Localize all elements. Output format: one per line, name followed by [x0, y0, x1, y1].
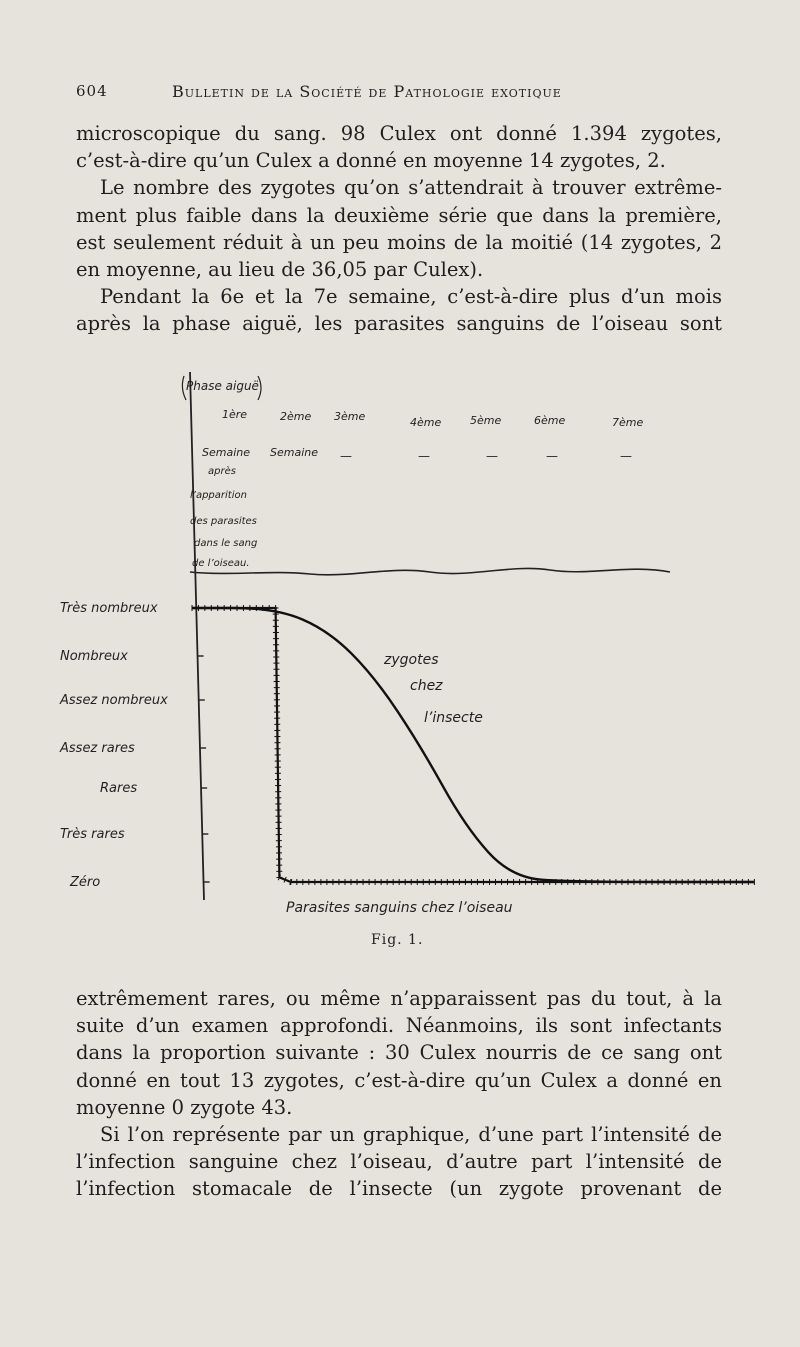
phase-label: Phase aiguë — [186, 379, 259, 393]
text-block-top — [76, 120, 722, 338]
text-line: dans la proportion suivante : 30 Culex nourris de ce sang ont — [76, 1041, 722, 1065]
dash-mark: — — [486, 449, 498, 463]
dash-mark: — — [546, 449, 558, 463]
text-line: microscopique du sang. 98 Culex ont donné 1.394 zygotes, — [76, 122, 722, 145]
dash-mark: — — [620, 449, 632, 463]
figure — [0, 360, 800, 960]
dash-mark: — — [418, 449, 430, 463]
note-line: l’apparition — [190, 490, 247, 501]
y-level-label: Très nombreux — [60, 601, 158, 616]
figure-caption: Fig. 1. — [371, 932, 424, 948]
text-line: suite d’un examen approfondi. Néanmoins, ils sont infectants — [76, 1014, 722, 1038]
zygote-label-1: zygotes — [384, 652, 439, 668]
text-line: en moyenne, au lieu de 36,05 par Culex). — [76, 257, 484, 281]
y-level-label: Assez nombreux — [60, 693, 168, 708]
y-level-label: Assez rares — [60, 741, 135, 756]
zygote-label-3: l’insecte — [424, 710, 483, 726]
zygote-label-2: chez — [410, 678, 443, 694]
running-title: Bulletin de la Société de Pathologie exotique — [172, 82, 562, 101]
y-level-labels — [59, 601, 168, 890]
y-level-label: Très rares — [60, 827, 125, 842]
text-line: est seulement réduit à un peu moins de la moitié (14 zygotes, 2 — [76, 230, 722, 254]
text-block-bottom — [76, 985, 722, 1203]
dash-mark: — — [340, 449, 352, 463]
text-line: Pendant la 6e et la 7e semaine, c’est-à-dire plus d’un mois — [100, 285, 722, 309]
week-label: 4ème — [410, 416, 442, 429]
running-head — [76, 82, 716, 110]
parasite-label: Parasites sanguins chez l’oiseau — [286, 900, 513, 916]
week-label: 5ème — [470, 414, 502, 427]
week-label: 7ème — [612, 416, 644, 429]
week-label: 3ème — [334, 410, 366, 423]
text-line: c’est-à-dire qu’un Culex a donné en moyenne 14 zygotes, 2. — [76, 149, 666, 173]
week-sub-1: Semaine — [202, 446, 251, 459]
text-line: Le nombre des zygotes qu’on s’attendrait à trouver extrême- — [100, 176, 722, 200]
week-label: 2ème — [280, 410, 312, 423]
text-line: l’infection sanguine chez l’oiseau, d’autre part l’intensité de — [76, 1150, 722, 1174]
y-level-label: Zéro — [70, 875, 101, 890]
note-line: de l’oiseau. — [192, 558, 250, 569]
week-labels — [222, 408, 643, 429]
text-line: après la phase aiguë, les parasites sanguins de l’oiseau sont — [76, 312, 722, 336]
wavy-baseline — [190, 568, 670, 574]
hand-drawn-chart — [0, 360, 800, 960]
note-lines — [190, 465, 257, 569]
note-line: après — [208, 466, 236, 477]
text-line: l’infection stomacale de l’insecte (un zygote provenant de — [76, 1177, 722, 1201]
text-line: donné en tout 13 zygotes, c’est-à-dire qu’un Culex a donné en — [76, 1068, 722, 1092]
page-number: 604 — [76, 82, 108, 100]
week-label: 6ème — [534, 414, 566, 427]
text-line: moyenne 0 zygote 43. — [76, 1095, 293, 1119]
text-line: Si l’on représente par un graphique, d’une part l’intensité de — [100, 1122, 722, 1146]
note-line: des parasites — [190, 516, 257, 527]
y-level-label: Nombreux — [60, 649, 128, 664]
dash-marks — [340, 449, 632, 463]
note-line: dans le sang — [194, 538, 258, 549]
text-line: ment plus faible dans la deuxième série que dans la première, — [76, 203, 722, 227]
text-line: extrêmement rares, ou même n’apparaissent pas du tout, à la — [76, 987, 722, 1010]
y-level-label: Rares — [100, 781, 138, 796]
week-sub-2: Semaine — [270, 446, 319, 459]
week-label: 1ère — [222, 408, 248, 421]
